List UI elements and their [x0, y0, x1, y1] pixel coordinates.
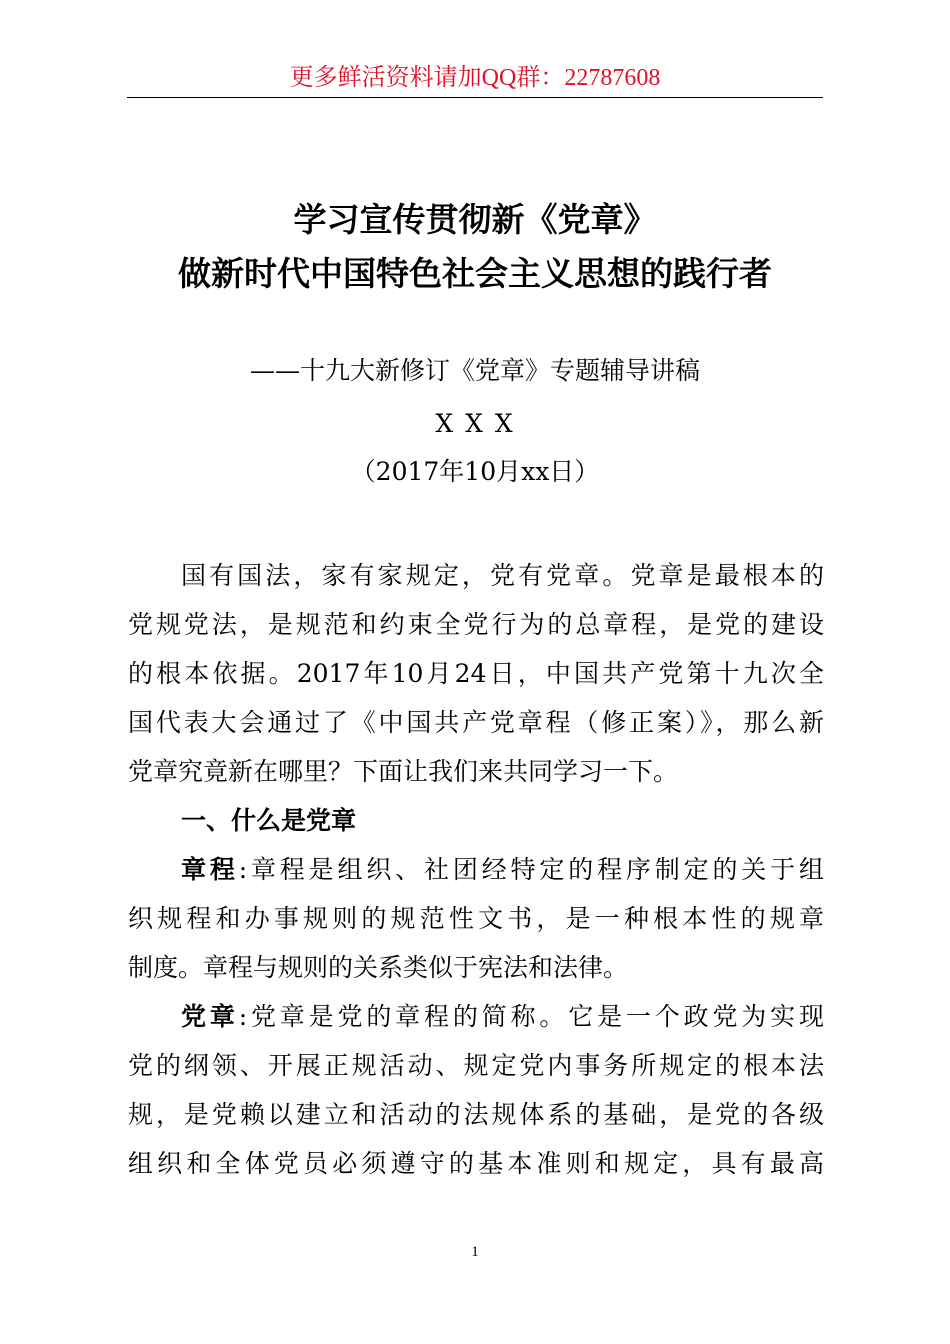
- header-divider: [127, 97, 823, 98]
- paragraph-line: 规，是党赖以建立和活动的法规体系的基础，是党的各级: [128, 1100, 824, 1129]
- document-subtitle: ——十九大新修订《党章》专题辅导讲稿: [249, 356, 700, 385]
- paragraph-line: 党的纲领、开展正规活动、规定党内事务所规定的根本法: [128, 1051, 824, 1080]
- document-author: X X X: [435, 409, 515, 438]
- paragraph-line: 制度。章程与规则的关系类似于宪法和法律。: [128, 953, 629, 982]
- paragraph-line: 国有国法，家有家规定，党有党章。党章是最根本的: [181, 561, 824, 590]
- paragraph-text: :章程是组织、社团经特定的程序制定的关于组: [238, 855, 824, 884]
- paragraph-charter-definition: [128, 845, 824, 992]
- term-label: 章程: [181, 855, 239, 884]
- paragraph-line: 织规程和办事规则的规范性文书，是一种根本性的规章: [128, 904, 824, 933]
- paragraph-intro: [128, 551, 824, 796]
- paragraph-line: [128, 845, 824, 894]
- document-title-line2: 做新时代中国特色社会主义思想的践行者: [178, 254, 772, 293]
- paragraph-line: 的根本依据。2017年10月24日，中国共产党第十九次全: [128, 659, 824, 688]
- paragraph-line: 国代表大会通过了《中国共产党章程（修正案）》，那么新: [128, 708, 824, 737]
- paragraph-party-constitution: [128, 992, 824, 1188]
- paragraph-line: [128, 992, 824, 1041]
- page-number: 1: [471, 1244, 479, 1260]
- paragraph-line: 组织和全体党员必须遵守的基本准则和规定，具有最高: [128, 1149, 824, 1178]
- header-note: 更多鲜活资料请加QQ群：22787608: [289, 65, 661, 91]
- document-date: （2017年10月xx日）: [350, 457, 600, 486]
- paragraph-line: 党章究竟新在哪里？下面让我们来共同学习一下。: [128, 757, 679, 786]
- paragraph-line: 党规党法，是规范和约束全党行为的总章程，是党的建设: [128, 610, 824, 639]
- section-heading-text: 一、什么是党章: [181, 806, 357, 835]
- document-title-line1: 学习宣传贯彻新《党章》: [293, 200, 657, 239]
- paragraph-text: :党章是党的章程的简称。它是一个政党为实现: [238, 1002, 824, 1031]
- section-heading: [128, 796, 824, 845]
- term-label: 党章: [181, 1002, 239, 1031]
